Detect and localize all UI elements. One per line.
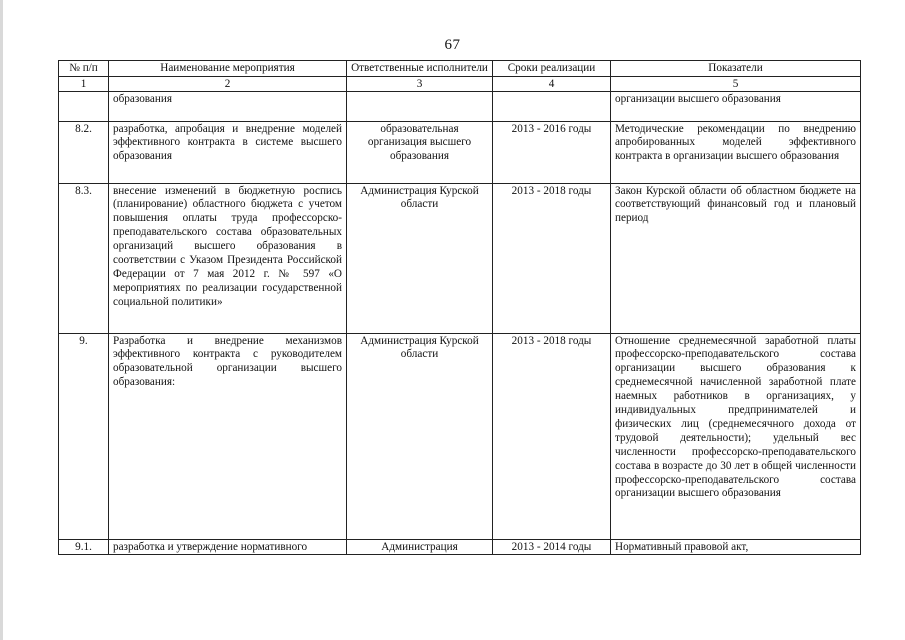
table-row xyxy=(59,333,861,539)
row-num xyxy=(59,91,109,121)
row-name: образования xyxy=(109,91,347,121)
table-row xyxy=(59,183,861,333)
header-name: Наименование мероприятия xyxy=(109,61,347,77)
row-num: 9. xyxy=(59,333,109,539)
column-index: 4 xyxy=(493,76,611,91)
column-index: 2 xyxy=(109,76,347,91)
table-row xyxy=(59,121,861,183)
header-indicators: Показатели xyxy=(611,61,861,77)
row-responsible: образовательная организация высшего образования xyxy=(347,121,493,183)
header-responsible: Ответственные исполнители xyxy=(347,61,493,77)
column-index-row xyxy=(59,76,861,91)
scan-left-edge xyxy=(0,0,3,640)
row-num: 8.3. xyxy=(59,183,109,333)
row-indicators: Закон Курской области об областном бюджете на соответствующий финансовый год и плановый период xyxy=(611,183,861,333)
row-name: разработка и утверждение нормативного xyxy=(109,539,347,555)
column-index: 3 xyxy=(347,76,493,91)
table-row xyxy=(59,91,861,121)
row-responsible: Администрация Курской области xyxy=(347,333,493,539)
table-header-row xyxy=(59,61,861,77)
page-number: 67 xyxy=(444,37,461,53)
column-index: 1 xyxy=(59,76,109,91)
table-row xyxy=(59,539,861,555)
row-period: 2013 - 2018 годы xyxy=(493,183,611,333)
row-period: 2013 - 2016 годы xyxy=(493,121,611,183)
header-num: № п/п xyxy=(59,61,109,77)
row-name: внесение изменений в бюджетную роспись (планирование) областного бюджета с учетом повышения оплаты труда профессорско-преподавательского состава образовательных организаций высшего образования в соответствии с Указом Президента Российской Федерации от 7 мая 2012 г. № 597 «О мероприятиях по реализации государственной социальной политики» xyxy=(109,183,347,333)
row-period: 2013 - 2018 годы xyxy=(493,333,611,539)
row-indicators: Нормативный правовой акт, xyxy=(611,539,861,555)
row-period: 2013 - 2014 годы xyxy=(493,539,611,555)
row-num: 8.2. xyxy=(59,121,109,183)
row-name: Разработка и внедрение механизмов эффективного контракта с руководителем образовательной организации высшего образования: xyxy=(109,333,347,539)
row-num: 9.1. xyxy=(59,539,109,555)
row-responsible: Администрация Курской области xyxy=(347,183,493,333)
row-responsible xyxy=(347,91,493,121)
column-index: 5 xyxy=(611,76,861,91)
row-period xyxy=(493,91,611,121)
row-indicators: организации высшего образования xyxy=(611,91,861,121)
row-indicators: Отношение среднемесячной заработной платы профессорско-преподавательского состава организации высшего образования к среднемесячной начисленной заработной плате наемных работников в организациях, у индивидуальных предпринимателей и физических лиц (среднемесячного дохода от трудовой деятельности); удельный вес численности профессорско-преподавательского состава в возрасте до 30 лет в общей численности профессорско-преподавательского состава организации высшего образования xyxy=(611,333,861,539)
row-responsible: Администрация xyxy=(347,539,493,555)
measures-table xyxy=(58,60,861,555)
row-name: разработка, апробация и внедрение моделей эффективного контракта в системе высшего образования xyxy=(109,121,347,183)
header-period: Сроки реализации xyxy=(493,61,611,77)
row-indicators: Методические рекомендации по внедрению апробированных моделей эффективного контракта в организации высшего образования xyxy=(611,121,861,183)
